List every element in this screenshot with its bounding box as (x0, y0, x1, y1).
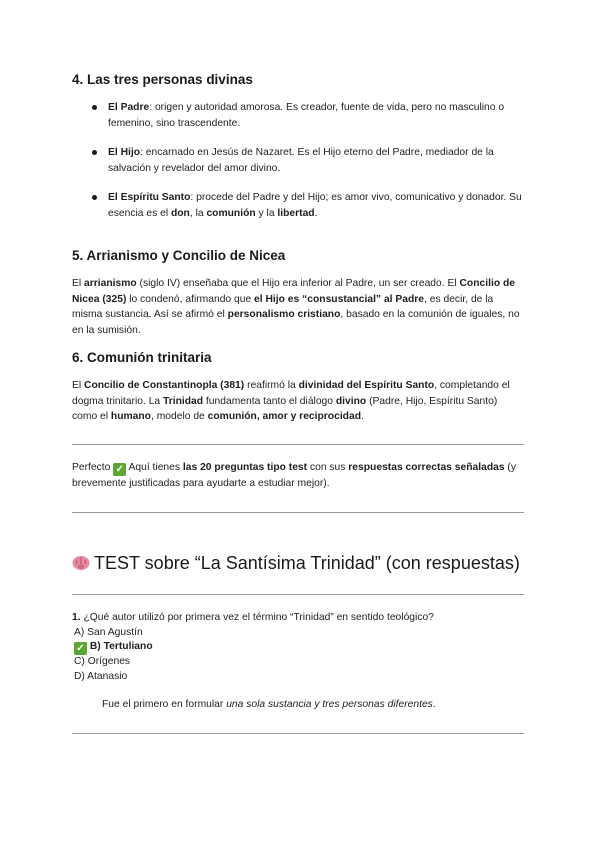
section-6-paragraph: El Concilio de Constantinopla (381) reafirmó la divinidad del Espíritu Santo, completando el dogma trinitario. La Trinidad fundamenta tanto el diálogo divino (Padre, Hijo, Espíritu Santo) como el humano, modelo de comunión, amor y reciprocidad. (72, 380, 510, 422)
question-text: 1. ¿Qué autor utilizó por primera vez el término “Trinidad” en sentido teológico? (72, 612, 434, 623)
question-1 (72, 611, 524, 684)
section-4-heading: 4. Las tres personas divinas (72, 72, 253, 87)
brain-icon (72, 555, 90, 571)
option-d: D) Atanasio (74, 670, 128, 682)
check-icon: ✓ (113, 463, 126, 476)
answer-explanation: Fue el primero en formular una sola sustancia y tres personas diferentes. (102, 699, 436, 710)
divider (72, 733, 524, 734)
option-b-correct: ✓ B) Tertuliano (72, 640, 524, 655)
divider (72, 512, 524, 513)
divider (72, 444, 524, 445)
divider (72, 594, 524, 595)
persons-list (92, 100, 524, 235)
list-item: El Padre: origen y autoridad amorosa. Es creador, fuente de vida, pero no masculino o femenino, sino trascendente. (92, 100, 524, 131)
option-c: C) Orígenes (74, 656, 131, 667)
options-list (72, 626, 524, 685)
section-6-heading: 6. Comunión trinitaria (72, 350, 212, 365)
intro-paragraph: Perfecto ✓ Aquí tienes las 20 preguntas tipo test con sus respuestas correctas señaladas (y brevemente justificadas para ayudarte a estudiar mejor). (72, 462, 517, 489)
check-icon: ✓ (74, 642, 87, 655)
test-heading: TEST sobre “La Santísima Trinidad” (con respuestas) (72, 551, 524, 575)
list-item: El Hijo: encarnado en Jesús de Nazaret. Es el Hijo eterno del Padre, mediador de la salvación y revelador del amor divino. (92, 145, 524, 176)
section-5-heading: 5. Arrianismo y Concilio de Nicea (72, 248, 286, 263)
section-5-paragraph: El arrianismo (siglo IV) enseñaba que el Hijo era inferior al Padre, un ser creado. El Concilio de Nicea (325) lo condenó, afirmando que el Hijo es “consustancial” al Padre, es decir, de la misma sustancia. Así se afirmó el personalismo cristiano, basado en la comunión de iguales, no en la sumisión. (72, 278, 520, 336)
option-a: A) San Agustín (74, 626, 143, 638)
list-item: El Espíritu Santo: procede del Padre y del Hijo; es amor vivo, comunicativo y donador. Su esencia es el don, la comunión y la libertad. (92, 190, 524, 221)
